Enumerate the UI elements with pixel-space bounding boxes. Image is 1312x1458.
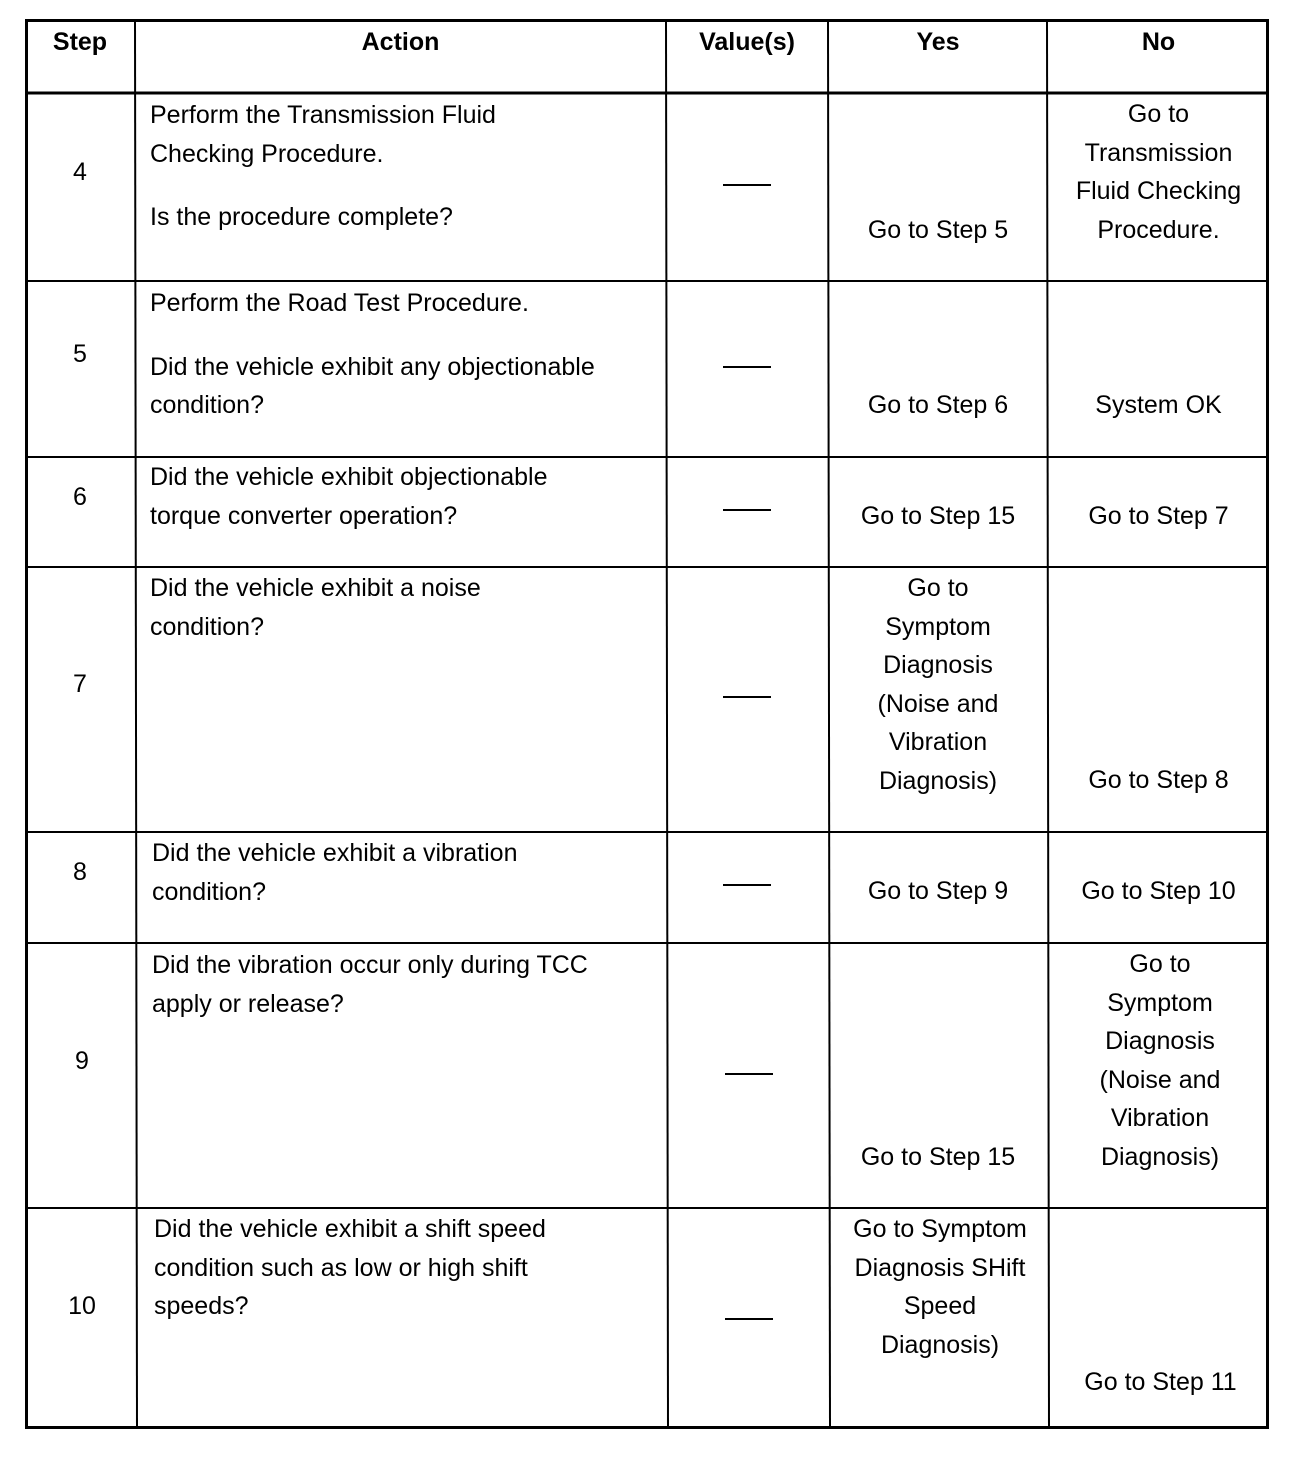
value-dash (723, 184, 771, 186)
no-cell: Go to Step 10 (1081, 877, 1236, 905)
no-cell: Go to Transmission Fluid Checking Procedure. (1075, 100, 1242, 244)
step-number: 5 (73, 340, 87, 368)
action-text: Did the vehicle exhibit a shift speed condition such as low or high shift speeds? (154, 1215, 546, 1320)
action-text: Did the vehicle exhibit objectionable torque converter operation? (150, 463, 548, 530)
yes-cell: Go to Symptom Diagnosis SHift Speed Diagnosis) (853, 1215, 1027, 1359)
no-cell: Go to Step 7 (1088, 502, 1229, 530)
header-step: Step (52, 28, 108, 56)
diagnostic-table (25, 19, 1269, 1429)
yes-cell: Go to Step 15 (860, 1143, 1016, 1171)
step-number: 7 (73, 670, 87, 698)
no-cell: Go to Symptom Diagnosis (Noise and Vibration Diagnosis) (1099, 950, 1221, 1171)
value-dash (723, 884, 771, 886)
no-cell: System OK (1095, 391, 1222, 419)
yes-cell: Go to Step 5 (867, 216, 1009, 244)
no-cell: Go to Step 11 (1084, 1368, 1237, 1396)
yes-cell: Go to Step 15 (860, 502, 1016, 530)
value-dash (723, 366, 771, 368)
action-text (150, 96, 570, 237)
step-number: 4 (73, 158, 87, 186)
yes-cell: Go to Step 9 (867, 877, 1009, 905)
header-no: No (1141, 28, 1176, 56)
step-number: 10 (68, 1292, 96, 1320)
yes-cell: Go to Symptom Diagnosis (Noise and Vibration Diagnosis) (877, 574, 999, 795)
header-yes: Yes (916, 28, 960, 56)
value-dash (723, 696, 771, 698)
action-question: Did the vehicle exhibit any objectionable condition? (150, 352, 595, 419)
step-number: 6 (73, 483, 87, 511)
value-dash (723, 509, 771, 511)
value-dash (725, 1318, 773, 1320)
value-dash (725, 1073, 773, 1075)
header-values: Value(s) (699, 28, 795, 56)
action-question: Is the procedure complete? (150, 203, 453, 231)
no-cell: Go to Step 8 (1088, 766, 1229, 794)
step-number: 9 (75, 1047, 89, 1075)
header-action: Action (361, 28, 440, 56)
action-text: Did the vehicle exhibit a noise condition? (150, 574, 481, 641)
action-line: Perform the Transmission Fluid Checking Procedure. (150, 101, 496, 168)
col-divider (666, 19, 668, 1429)
col-divider (135, 19, 137, 1429)
step-number: 8 (73, 858, 87, 886)
yes-cell: Go to Step 6 (867, 391, 1009, 419)
action-text: Did the vibration occur only during TCC apply or release? (152, 951, 588, 1018)
action-line: Perform the Road Test Procedure. (150, 289, 529, 317)
action-text: Did the vehicle exhibit a vibration condition? (152, 839, 518, 906)
action-text (150, 284, 655, 425)
